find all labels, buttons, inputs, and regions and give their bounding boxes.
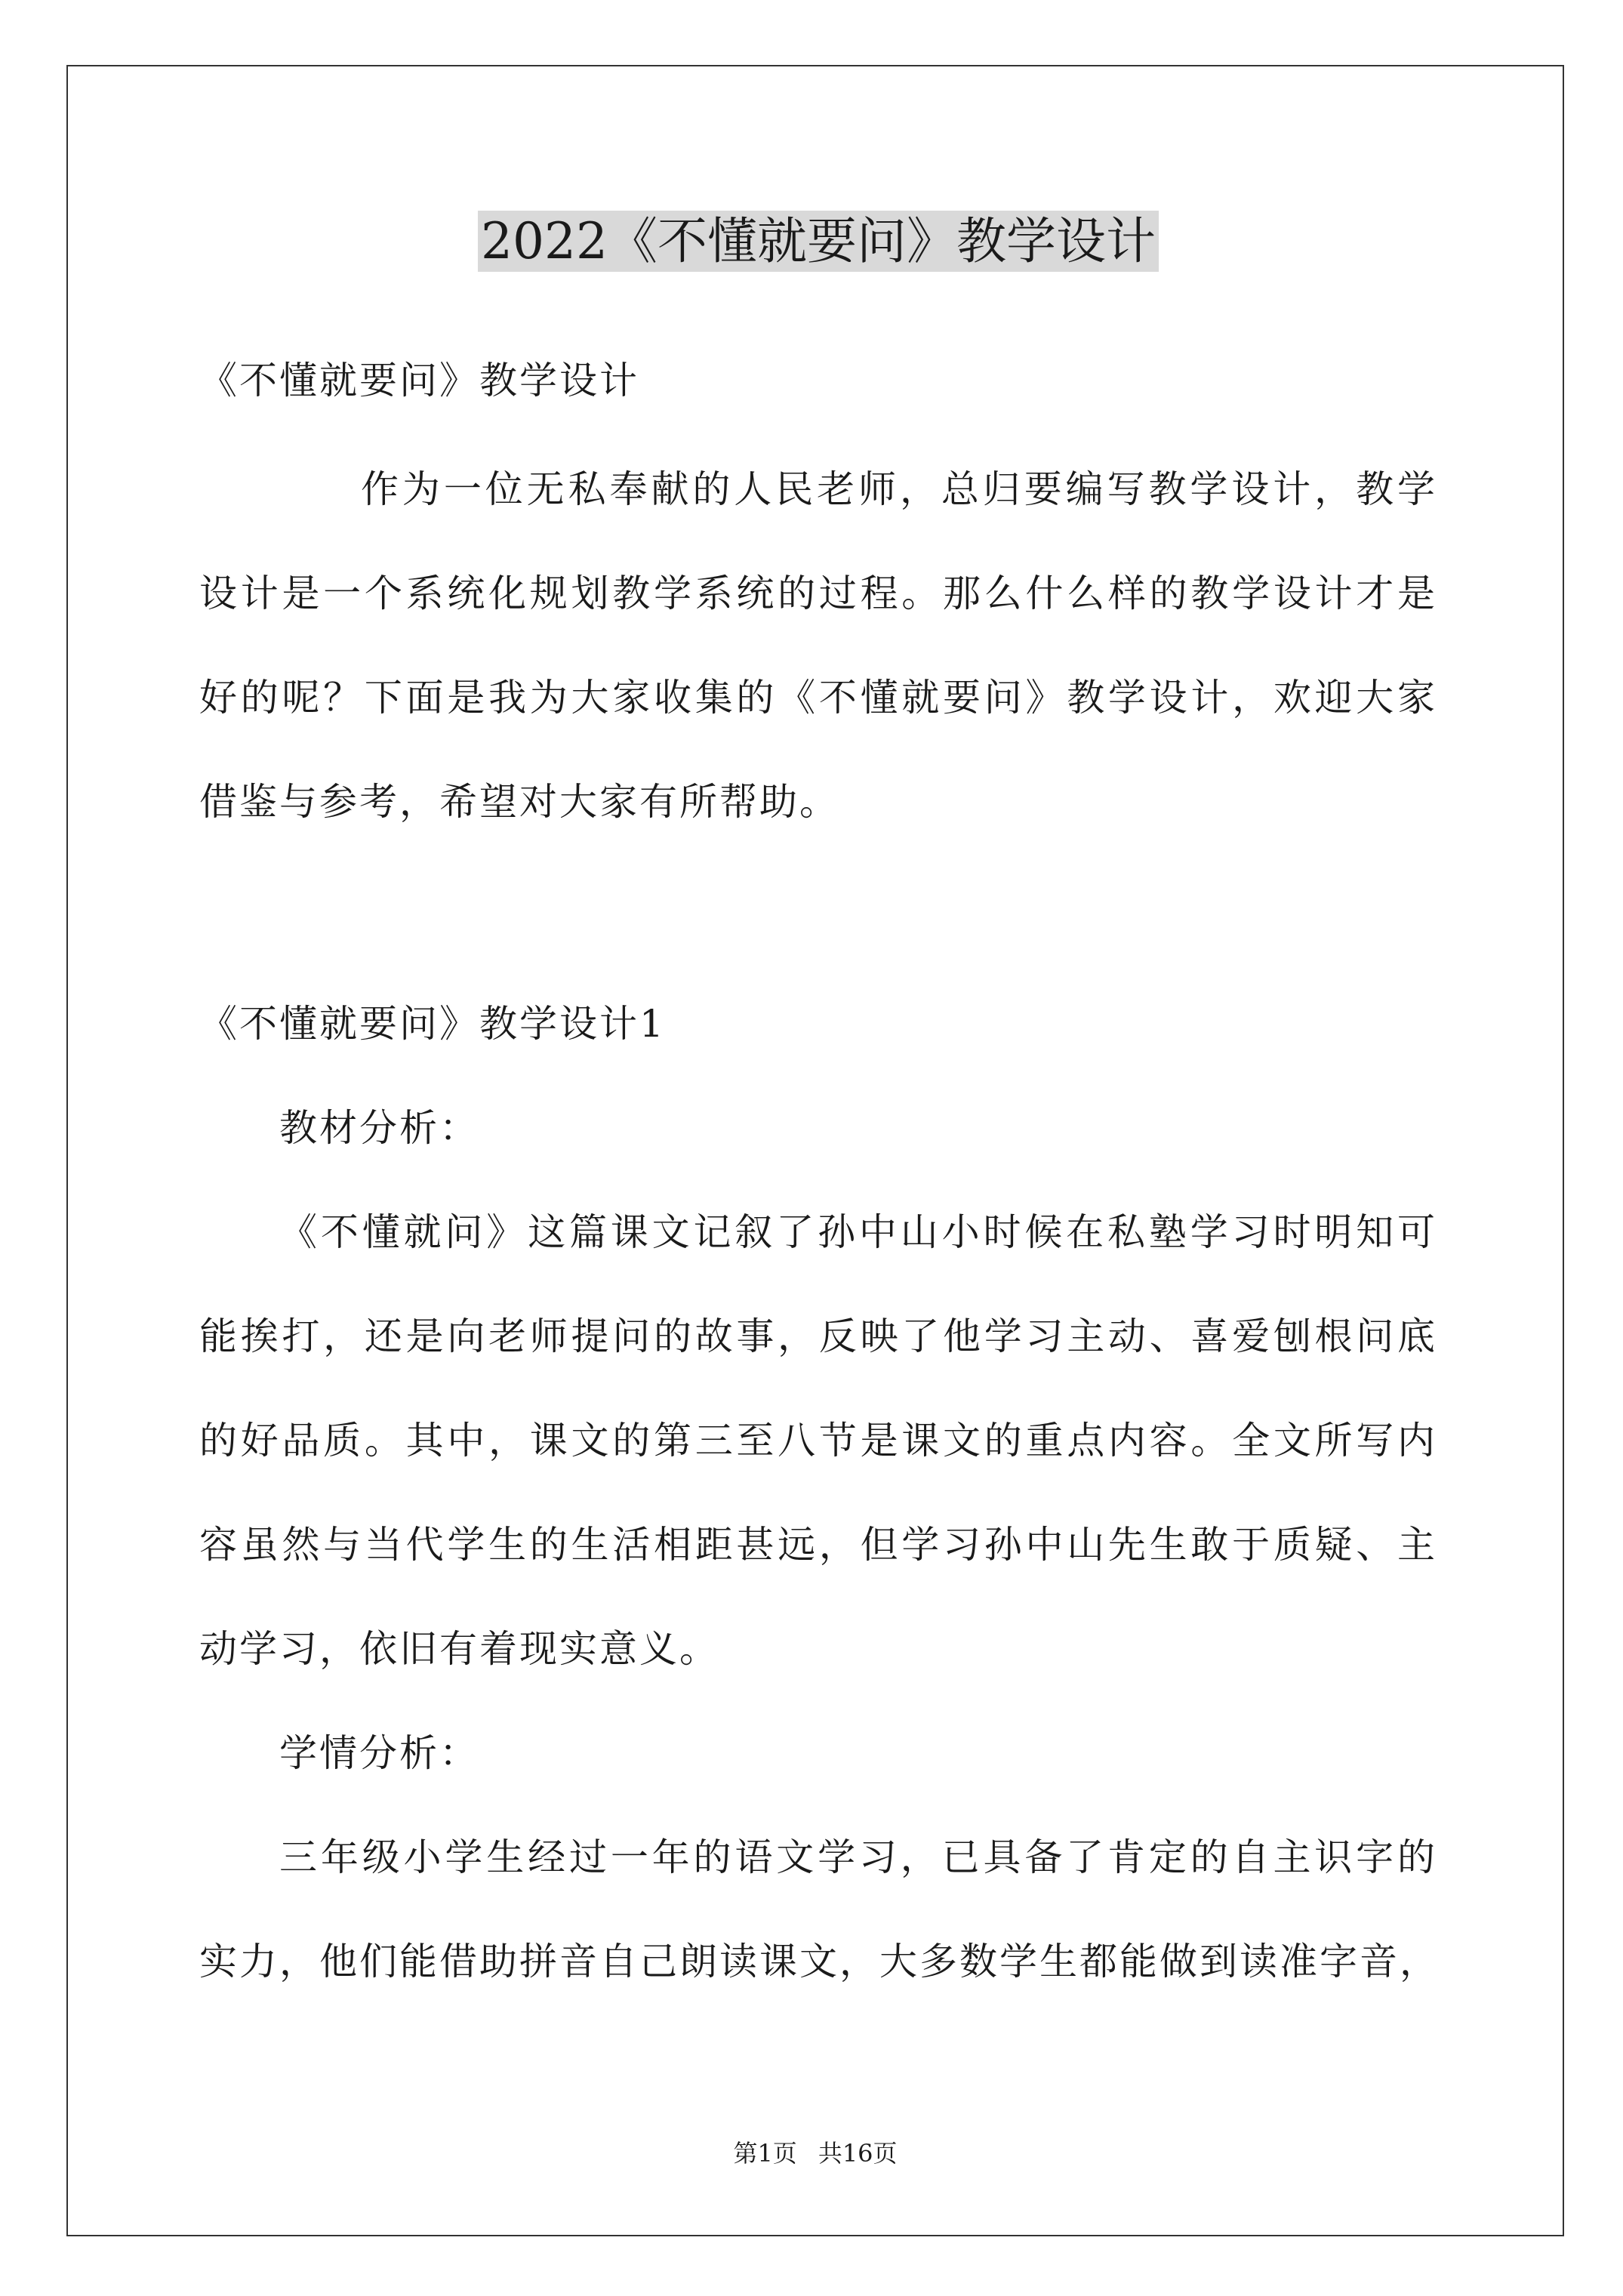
textbook-line-1: 《不懂就问》这篇课文记叙了孙中山小时候在私塾学习时明知可 xyxy=(279,1210,1437,1254)
page-footer xyxy=(66,2138,1564,2168)
textbook-line-5: 动学习，依旧有着现实意义。 xyxy=(199,1627,719,1671)
document-subtitle: 《不懂就要问》教学设计 xyxy=(199,359,639,402)
students-line-1: 三年级小学生经过一年的语文学习，已具备了肯定的自主识字的 xyxy=(279,1835,1437,1879)
page-number-total: 共16页 xyxy=(818,2139,898,2168)
section-title: 《不懂就要问》教学设计1 xyxy=(199,1002,666,1046)
textbook-line-4: 容虽然与当代学生的生活相距甚远，但学习孙中山先生敢于质疑、主 xyxy=(199,1523,1437,1567)
page-number-current: 第1页 xyxy=(733,2139,797,2168)
heading-textbook-analysis: 教材分析： xyxy=(279,1106,479,1150)
intro-line-4: 借鉴与参考，希望对大家有所帮助。 xyxy=(199,780,839,824)
intro-line-2: 设计是一个系统化规划教学系统的过程。那么什么样的教学设计才是 xyxy=(199,572,1437,615)
intro-line-1: 作为一位无私奉献的人民老师，总归要编写教学设计，教学 xyxy=(361,467,1437,511)
heading-student-analysis: 学情分析： xyxy=(279,1731,479,1775)
textbook-line-3: 的好品质。其中，课文的第三至八节是课文的重点内容。全文所写内 xyxy=(199,1419,1437,1462)
textbook-line-2: 能挨打，还是向老师提问的故事，反映了他学习主动、喜爱刨根问底 xyxy=(199,1314,1437,1358)
students-line-2: 实力，他们能借助拼音自己朗读课文，大多数学生都能做到读准字音， xyxy=(199,1940,1440,1983)
intro-line-3: 好的呢？下面是我为大家收集的《不懂就要问》教学设计，欢迎大家 xyxy=(199,676,1437,720)
document-title-text: 2022《不懂就要问》教学设计 xyxy=(478,211,1159,272)
document-title xyxy=(199,201,1437,282)
